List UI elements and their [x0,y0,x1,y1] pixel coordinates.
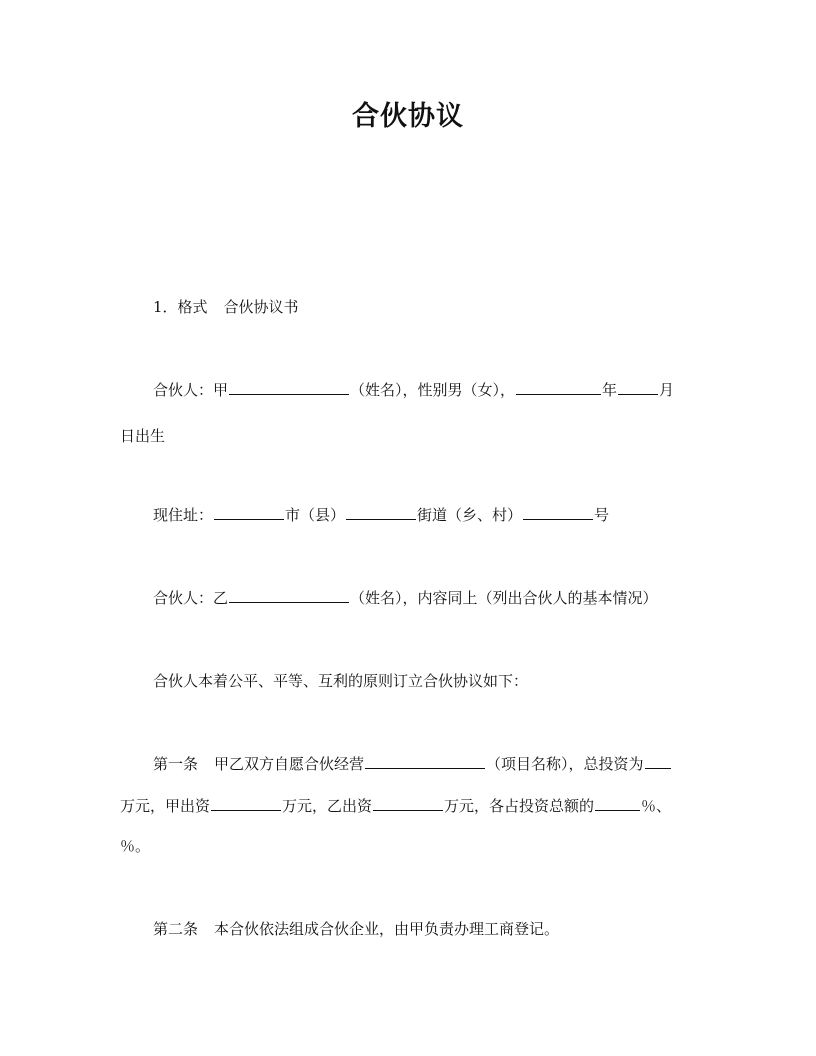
number-label: 号 [594,506,610,524]
address-line [120,504,733,526]
share-percent-blank[interactable] [595,795,640,811]
party-a-investment-blank[interactable] [211,795,281,811]
format-line [120,296,733,318]
partner-a-name-hint: （姓名），性别男（女）， [350,381,516,399]
article-1-text-b: （项目名称），总投资为 [486,755,644,773]
city-label: 市（县） [285,506,346,524]
principle-text: 合伙人本着公平、平等、互利的原则订立合伙协议如下： [153,672,529,690]
month-label: 月 [659,381,675,399]
article-1-line-2-b: 万元，乙出资 [282,797,373,815]
total-investment-blank[interactable] [645,753,671,769]
article-1-text-a: 甲乙双方自愿合伙经营 [214,755,365,773]
article-1-line-3-text: ％。 [120,837,151,855]
address-label: 现住址： [153,506,214,524]
partner-b-label: 合伙人：乙 [153,589,229,607]
partner-a-birth-line [120,425,700,447]
article-2-text: 本合伙依法组成合伙企业，由甲负责办理工商登记。 [214,920,560,938]
principle-line [120,670,733,692]
article-1-line-2-a: 万元，甲出资 [120,797,211,815]
street-blank[interactable] [346,504,416,520]
street-label: 街道（乡、村） [417,506,523,524]
birth-label: 日出生 [120,427,166,445]
partner-a-month-blank[interactable] [618,379,658,395]
article-1-line-2-d: ％、 [641,797,672,815]
project-name-blank[interactable] [365,753,485,769]
partner-a-name-blank[interactable] [229,379,349,395]
article-1-line-2-c: 万元，各占投资总额的 [444,797,595,815]
number-blank[interactable] [523,504,593,520]
partner-b-line [120,587,733,609]
partner-a-label: 合伙人：甲 [153,381,229,399]
partner-a-year-blank[interactable] [516,379,601,395]
article-1-heading: 第一条 [153,755,199,773]
article-1-line-3 [120,835,700,857]
article-2-line [120,918,733,940]
party-b-investment-blank[interactable] [373,795,443,811]
format-number: 1．格式 [153,298,208,316]
article-1-line-2 [120,795,700,817]
partner-a-line [120,379,733,401]
city-blank[interactable] [214,504,284,520]
partner-b-name-hint: （姓名），内容同上（列出合伙人的基本情况） [350,589,658,607]
document-title: 合伙协议 [352,101,464,132]
year-label: 年 [602,381,618,399]
partner-b-name-blank[interactable] [229,587,349,603]
article-2-heading: 第二条 [153,920,199,938]
format-name: 合伙协议书 [223,298,299,316]
article-1-line-1 [120,753,733,775]
